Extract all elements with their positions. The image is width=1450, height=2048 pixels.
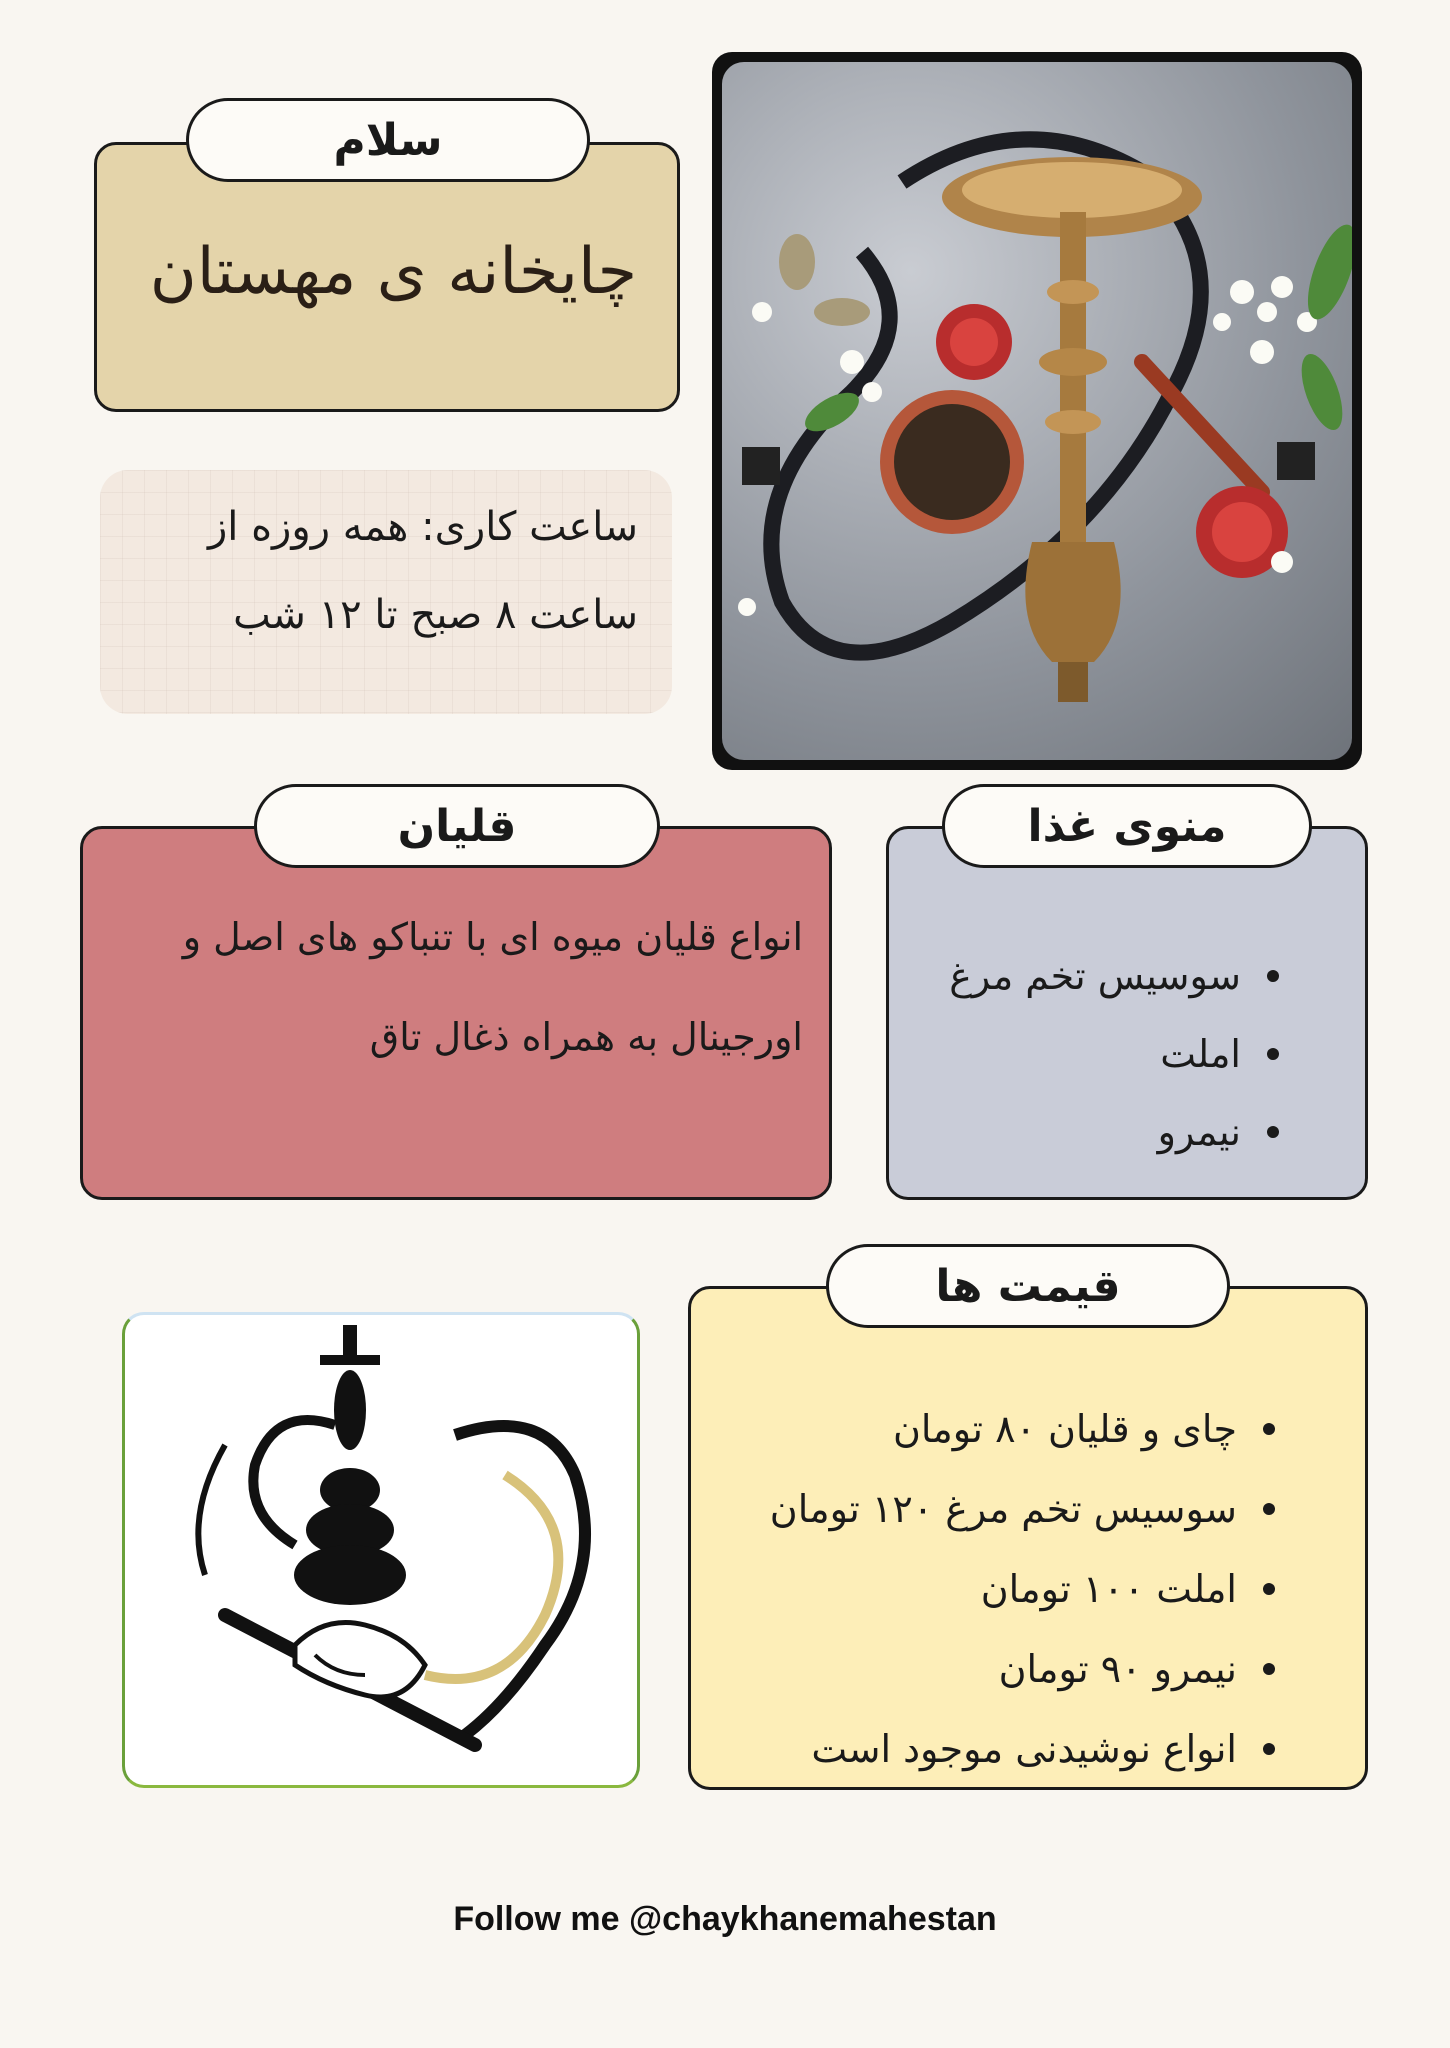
hookah-card [80, 826, 832, 1200]
food-menu-card [886, 826, 1368, 1200]
price-item: نیمرو ۹۰ تومان [770, 1629, 1237, 1709]
hours-card [100, 470, 672, 714]
hookah-photo-frame [712, 52, 1362, 770]
hookah-logo-icon [125, 1315, 637, 1785]
hookah-line-2: اورجینال به همراه ذغال تاق [369, 1015, 803, 1059]
price-item: انواع نوشیدنی موجود است [770, 1709, 1237, 1789]
greeting-pill [186, 98, 590, 182]
price-item: سوسیس تخم مرغ ۱۲۰ تومان [770, 1469, 1237, 1549]
cafe-name: چایخانه ی مهستان [149, 235, 637, 309]
prices-card [688, 1286, 1368, 1790]
prices-title: قیمت ها [935, 1260, 1121, 1312]
hours-line-2: ساعت ۸ صبح تا ۱۲ شب [233, 592, 638, 638]
food-menu-title-pill [942, 784, 1312, 868]
header-card [94, 142, 680, 412]
hookah-photo-icon [722, 62, 1352, 760]
logo-card [122, 1312, 640, 1788]
hookah-title-pill [254, 784, 660, 868]
food-menu-item: سوسیس تخم مرغ [949, 937, 1241, 1015]
food-menu-item: املت [949, 1015, 1241, 1093]
footer-follow: Follow me @chaykhanemahestan [453, 1900, 997, 1938]
hours-line-1: ساعت کاری: همه روزه از [207, 504, 638, 550]
prices-list [770, 1389, 1237, 1789]
price-item: املت ۱۰۰ تومان [770, 1549, 1237, 1629]
greeting-label: سلام [333, 114, 443, 166]
hookah-title: قلیان [397, 800, 517, 852]
food-menu-title: منوی غذا [1027, 800, 1227, 852]
food-menu-item: نیمرو [949, 1093, 1241, 1171]
food-menu-list [949, 937, 1241, 1171]
price-item: چای و قلیان ۸۰ تومان [770, 1389, 1237, 1469]
hookah-line-1: انواع قلیان میوه ای با تنباکو های اصل و [182, 915, 803, 959]
prices-title-pill [826, 1244, 1230, 1328]
